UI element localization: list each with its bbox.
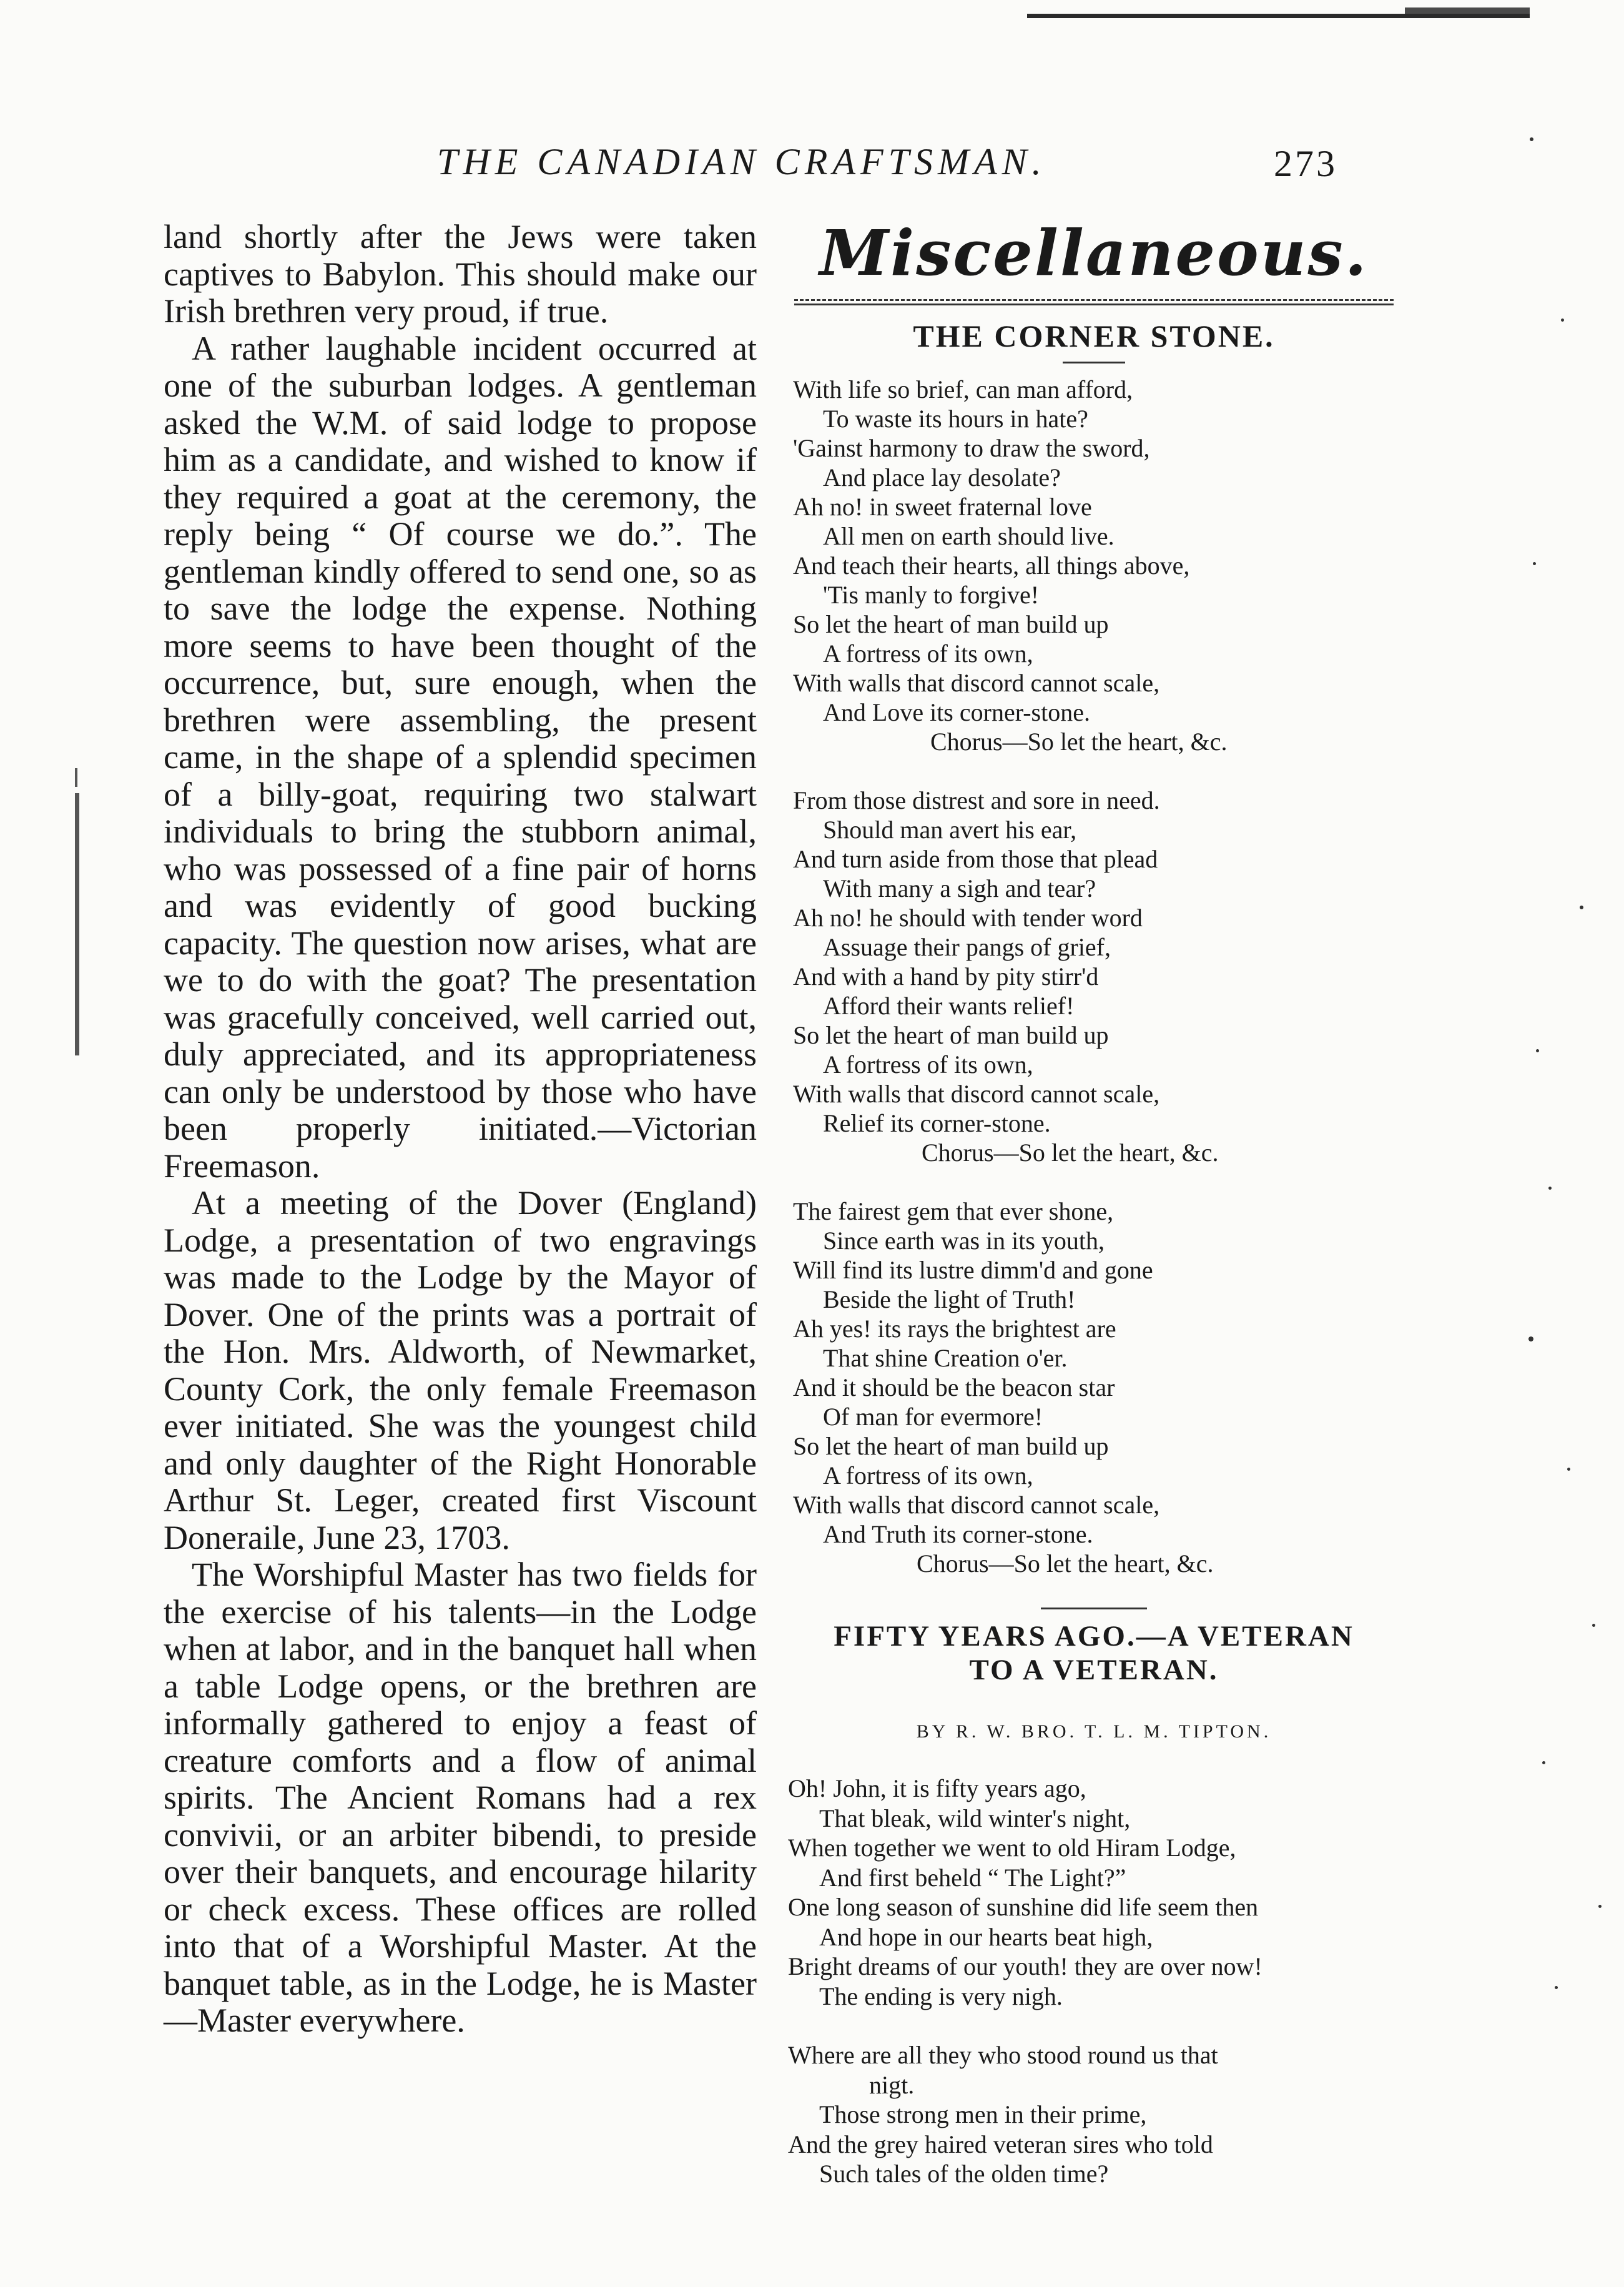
byline: BY R. W. BRO. T. L. M. TIPTON.: [916, 1721, 1272, 1742]
verse-line: And first beheld “ The Light?”: [819, 1863, 1126, 1892]
poem2-title: [788, 1619, 1400, 1687]
stanza: [793, 375, 1400, 756]
verse-line: Ah no! he should with tender word: [793, 904, 1143, 932]
verse-line: A fortress of its own,: [823, 1461, 1033, 1489]
verse-line: Of man for evermore!: [823, 1403, 1043, 1431]
verse-line: Assuage their pangs of grief,: [823, 933, 1111, 961]
right-column: [788, 215, 1400, 2218]
verse-line: Will find its lustre dimm'd and gone: [793, 1256, 1153, 1284]
verse-line: Relief its corner-stone.: [823, 1109, 1051, 1137]
chorus-line: Chorus—So let the heart, &c.: [917, 1549, 1214, 1578]
verse-line: With walls that discord cannot scale,: [793, 1491, 1160, 1519]
verse-line: That bleak, wild winter's night,: [819, 1804, 1131, 1832]
verse-line: To waste its hours in hate?: [823, 405, 1088, 433]
verse-line: And Truth its corner-stone.: [823, 1520, 1093, 1548]
verse-line: A fortress of its own,: [823, 640, 1033, 668]
section-title: Miscellaneous.: [819, 216, 1369, 290]
running-title: THE CANADIAN CRAFTSMAN.: [437, 141, 1046, 182]
paragraph-babylon: land shortly after the Jews were taken captives to Babylon. This should make our Irish brethren very proud, if true.: [164, 218, 757, 330]
verse-line: With many a sigh and tear?: [823, 874, 1096, 902]
poem-fifty-years-ago: [788, 1774, 1400, 2189]
verse-line: Should man avert his ear,: [823, 816, 1077, 844]
page-number: 273: [1274, 143, 1337, 184]
verse-line: And Love its corner-stone.: [823, 698, 1090, 726]
verse-line: So let the heart of man build up: [793, 610, 1109, 638]
stanza: [788, 1774, 1400, 2011]
verse-line: With walls that discord cannot scale,: [793, 1080, 1160, 1108]
paragraph-worshipful-master: The Worshipful Master has two fields for the exercise of his talents—in the Lodge when at labor, and in the banquet hall when a table Lodge opens, or the brethren are informally gathered to enjoy a feast of creature comforts and a flow of animal spirits. The Ancient Romans had a rex convivii, or an arbiter bibendi, to preside over their banquets, and encourage hilarity or check excess. These offices are rolled into that of a Worshipful Master. At the banquet table, as in the Lodge, he is Master—Master everywhere.: [164, 1556, 757, 2039]
verse-line: With life so brief, can man afford,: [793, 375, 1133, 403]
verse-line: From those distrest and sore in need.: [793, 786, 1160, 814]
verse-line: All men on earth should live.: [823, 522, 1115, 550]
verse-line: Since earth was in its youth,: [823, 1227, 1105, 1255]
chorus-line: Chorus—So let the heart, &c.: [922, 1139, 1219, 1167]
verse-line: Beside the light of Truth!: [823, 1285, 1076, 1313]
verse-line: With walls that discord cannot scale,: [793, 669, 1160, 697]
section-rule: [794, 299, 1394, 305]
margin-mark: [75, 768, 77, 787]
print-specks: [1523, 125, 1611, 1998]
verse-line: One long season of sunshine did life seem then: [788, 1893, 1259, 1921]
verse-line: Afford their wants relief!: [823, 992, 1075, 1020]
verse-line: And teach their hearts, all things above,: [793, 551, 1190, 580]
verse-line: Ah no! in sweet fraternal love: [793, 493, 1092, 521]
title-rule: [1063, 362, 1125, 363]
verse-line: And it should be the beacon star: [793, 1373, 1115, 1401]
stanza: [788, 2040, 1400, 2189]
verse-line: Oh! John, it is fifty years ago,: [788, 1774, 1086, 1802]
chorus-line: Chorus—So let the heart, &c.: [930, 728, 1228, 756]
poem-separator: [1041, 1608, 1147, 1609]
stanza: [793, 1197, 1400, 1578]
paragraph-goat: A rather laughable incident occurred at one of the suburban lodges. A gentleman asked the W.M. of said lodge to propose him as a candidate, and wished to know if they required a goat at the ceremony, the reply being “ Of course we do.”. The gentleman kindly offered to send one, so as to save the lodge the expense. Nothing more seems to have been thought of the occurrence, but, sure enough, when the brethren were assembling, the present came, in the shape of a splendid specimen of a billy-goat, requiring two stalwart individuals to bring the stubborn animal, who was possessed of a fine pair of horns and was evidently of good bucking capacity. The question now arises, what are we to do with the goat? The presentation was gracefully conceived, well carried out, duly appreciated, and its appropriateness can only be understood by those who have been properly initiated.—Victorian Freemason.: [164, 329, 757, 1185]
poem-corner-stone: [793, 375, 1400, 1578]
margin-rule: [75, 793, 79, 1055]
verse-line: So let the heart of man build up: [793, 1021, 1109, 1049]
verse-line: So let the heart of man build up: [793, 1432, 1109, 1460]
left-column: [164, 219, 757, 2040]
verse-line: And place lay desolate?: [823, 463, 1061, 491]
verse-line: A fortress of its own,: [823, 1050, 1033, 1079]
verse-line: When together we went to old Hiram Lodge,: [788, 1834, 1236, 1862]
poem2-title-line: TO A VETERAN.: [969, 1654, 1219, 1686]
verse-line: Those strong men in their prime,: [819, 2100, 1147, 2128]
top-rule: [1027, 14, 1530, 18]
poem2-title-line: FIFTY YEARS AGO.—A VETERAN: [834, 1620, 1354, 1652]
verse-line: Where are all they who stood round us that: [788, 2041, 1218, 2069]
verse-line: And with a hand by pity stirr'd: [793, 962, 1099, 990]
paragraph-dover: At a meeting of the Dover (England) Lodge, a presentation of two engravings was made to the Lodge by the Mayor of Dover. One of the prints was a portrait of the Hon. Mrs. Aldworth, of Newmarket, County Cork, the only female Freemason ever initiated. She was the youngest child and only daughter of the Right Honorable Arthur St. Leger, created first Viscount Doneraile, June 23, 1703.: [164, 1184, 757, 1556]
verse-line: nigt.: [869, 2070, 915, 2099]
verse-line: Such tales of the olden time?: [819, 2160, 1109, 2188]
verse-line: 'Tis manly to forgive!: [823, 581, 1040, 609]
verse-line: 'Gainst harmony to draw the sword,: [793, 434, 1150, 462]
verse-line: The ending is very nigh.: [819, 1982, 1063, 2010]
stanza: [793, 786, 1400, 1167]
verse-line: That shine Creation o'er.: [823, 1344, 1068, 1372]
verse-line: Bright dreams of our youth! they are over now!: [788, 1952, 1262, 1980]
poem-title: THE CORNER STONE.: [913, 319, 1275, 353]
verse-line: And turn aside from those that plead: [793, 845, 1158, 873]
verse-line: And hope in our hearts beat high,: [819, 1922, 1153, 1951]
verse-line: Ah yes! its rays the brightest are: [793, 1315, 1116, 1343]
verse-line: The fairest gem that ever shone,: [793, 1197, 1114, 1225]
verse-line: And the grey haired veteran sires who told: [788, 2130, 1213, 2158]
top-rule-accent: [1405, 7, 1530, 14]
